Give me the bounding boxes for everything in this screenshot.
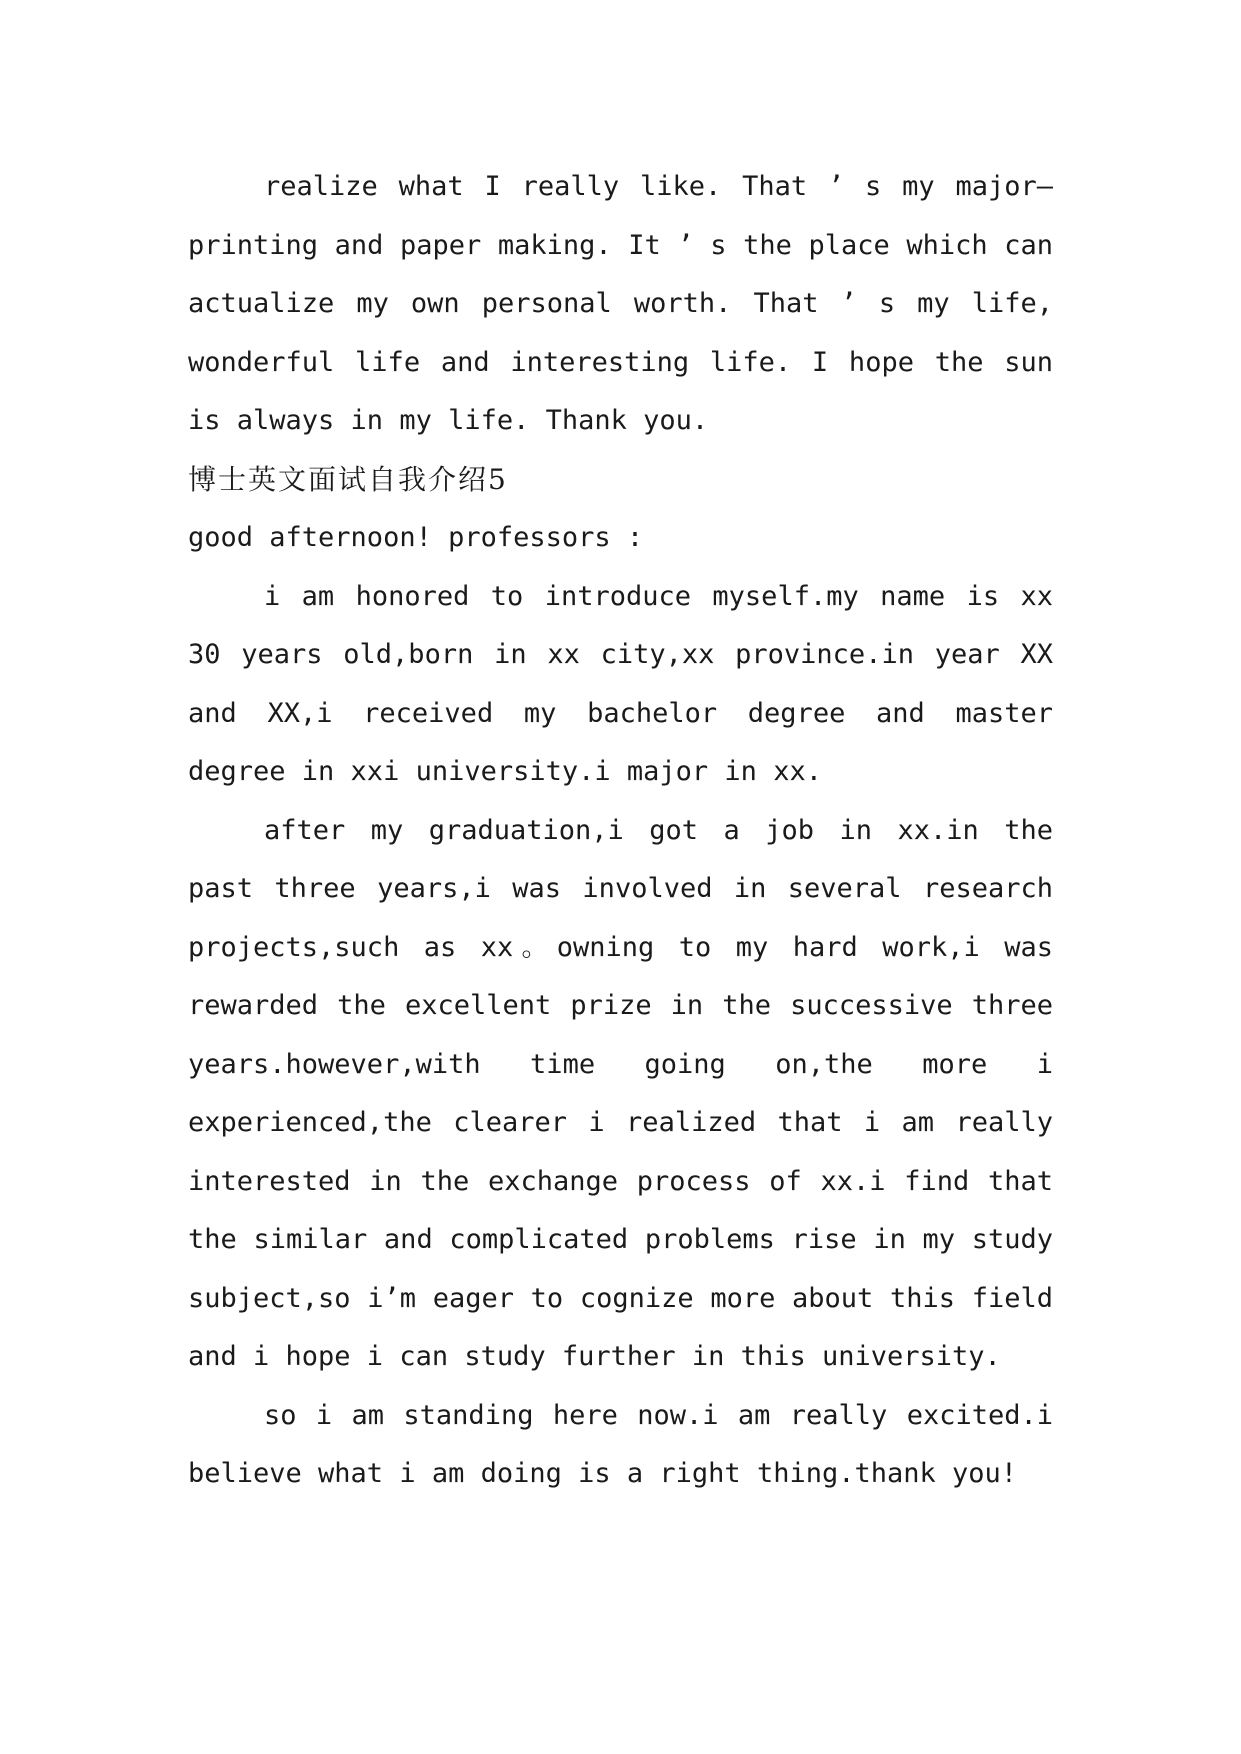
paragraph-introduction: i am honored to introduce myself.my name is xx 30 years old,born in xx city,xx province.in year XX and XX,i received my bachelor degree and master degree in xxi university.i major in xx. (188, 580, 1053, 787)
paragraph-closing: so i am standing here now.i am really excited.i believe what i am doing is a right thing.thank you! (188, 1399, 1053, 1489)
paragraph-career: after my graduation,i got a job in xx.in the past three years,i was involved in several research projects,such as xx。owning to my hard work,i was rewarded the excellent prize in the successive three years.however,with time going on,the more i experienced,the clearer i realized that i am really interested in the exchange process of xx.i find that the similar and complicated problems rise in my study subject,so i’m eager to cognize more about this field and i hope i can study further in this university. (188, 814, 1053, 1372)
section-title: 博士英文面试自我介绍5 (188, 462, 508, 496)
greeting-line: good afternoon! professors : (188, 522, 644, 553)
continued-paragraph: realize what I really like. That ’ s my major—printing and paper making. It ’ s the place which can actualize my own personal worth. That ’ s my life, wonderful life and interesting life. I hope the sun is always in my life. Thank you. (188, 171, 1053, 436)
document-body (188, 158, 1053, 1504)
